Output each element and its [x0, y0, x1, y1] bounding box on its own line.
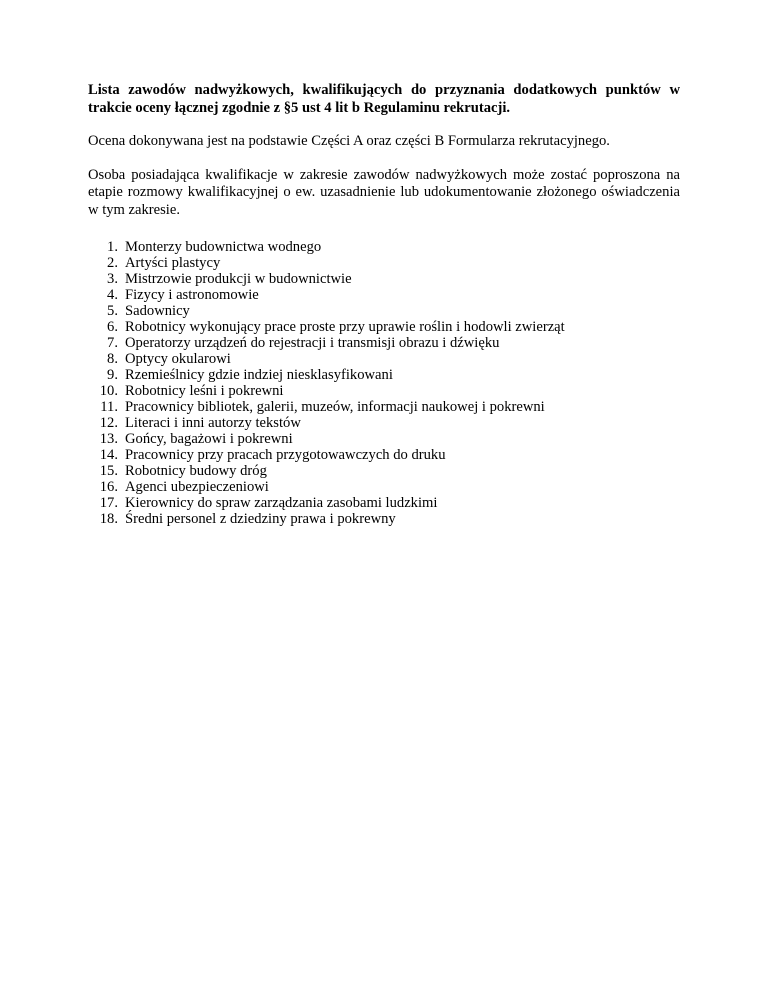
occupation-label: Gońcy, bagażowi i pokrewni — [125, 431, 293, 447]
occupation-label: Pracownicy przy pracach przygotowawczych do druku — [125, 447, 446, 463]
occupation-label: Robotnicy budowy dróg — [125, 463, 267, 479]
occupation-list-item — [96, 335, 680, 351]
occupation-label: Literaci i inni autorzy tekstów — [125, 415, 301, 431]
occupation-number: 11. — [100, 399, 118, 415]
assessment-basis-paragraph: Ocena dokonywana jest na podstawie Części A oraz części B Formularza rekrutacyjnego. — [88, 133, 610, 149]
occupation-label: Mistrzowie produkcji w budownictwie — [125, 271, 352, 287]
qualification-note-paragraph: Osoba posiadająca kwalifikacje w zakresie zawodów nadwyżkowych może zostać poproszona na etapie rozmowy kwalifikacyjnej o ew. uzasadnienie lub udokumentowanie złożonego oświadczenia w tym zakresie. — [88, 166, 680, 218]
occupation-label: Pracownicy bibliotek, galerii, muzeów, informacji naukowej i pokrewni — [125, 399, 545, 415]
occupation-label: Robotnicy wykonujący prace proste przy uprawie roślin i hodowli zwierząt — [125, 319, 565, 335]
occupation-label: Monterzy budownictwa wodnego — [125, 239, 322, 255]
occupation-number: 9. — [107, 367, 118, 383]
occupation-number: 10. — [99, 383, 118, 399]
occupation-list-item — [96, 367, 680, 383]
occupation-number: 15. — [99, 463, 118, 479]
occupation-label: Kierownicy do spraw zarządzania zasobami ludzkimi — [125, 495, 438, 511]
occupations-list — [88, 239, 680, 527]
occupation-number: 4. — [107, 287, 118, 303]
occupation-label: Robotnicy leśni i pokrewni — [125, 383, 284, 399]
occupation-list-item — [96, 239, 680, 255]
occupation-label: Rzemieślnicy gdzie indziej niesklasyfikowani — [125, 367, 393, 383]
occupation-list-item — [96, 399, 680, 415]
occupation-number: 13. — [99, 431, 118, 447]
occupation-number: 3. — [107, 271, 118, 287]
occupation-label: Artyści plastycy — [125, 255, 221, 271]
occupation-list-item — [96, 447, 680, 463]
occupation-number: 12. — [99, 415, 118, 431]
occupation-list-item — [96, 495, 680, 511]
occupation-number: 6. — [107, 319, 118, 335]
occupation-list-item — [96, 479, 680, 495]
occupation-label: Sadownicy — [125, 303, 190, 319]
occupation-label: Operatorzy urządzeń do rejestracji i transmisji obrazu i dźwięku — [125, 335, 500, 351]
occupation-number: 17. — [99, 495, 118, 511]
occupation-number: 2. — [107, 255, 118, 271]
occupation-number: 7. — [107, 335, 118, 351]
occupation-number: 8. — [107, 351, 118, 367]
document-heading: Lista zawodów nadwyżkowych, kwalifikujących do przyznania dodatkowych punktów w trakcie oceny łącznej zgodnie z §5 ust 4 lit b Regulaminu rekrutacji. — [88, 82, 680, 116]
occupation-list-item — [96, 511, 680, 527]
occupation-list-item — [96, 351, 680, 367]
occupation-label: Średni personel z dziedziny prawa i pokrewny — [125, 511, 396, 527]
occupation-label: Agenci ubezpieczeniowi — [125, 479, 269, 495]
occupation-list-item — [96, 463, 680, 479]
occupation-list-item — [96, 287, 680, 303]
occupation-list-item — [96, 319, 680, 335]
occupation-list-item — [96, 271, 680, 287]
occupation-number: 5. — [107, 303, 118, 319]
occupation-list-item — [96, 255, 680, 271]
document-page — [88, 82, 680, 527]
occupation-number: 16. — [99, 479, 118, 495]
occupation-list-item — [96, 431, 680, 447]
occupation-list-item — [96, 415, 680, 431]
occupation-list-item — [96, 383, 680, 399]
occupation-number: 1. — [107, 239, 118, 255]
occupation-number: 18. — [99, 511, 118, 527]
occupation-label: Optycy okularowi — [125, 351, 231, 367]
occupation-list-item — [96, 303, 680, 319]
occupation-label: Fizycy i astronomowie — [125, 287, 259, 303]
occupation-number: 14. — [99, 447, 118, 463]
